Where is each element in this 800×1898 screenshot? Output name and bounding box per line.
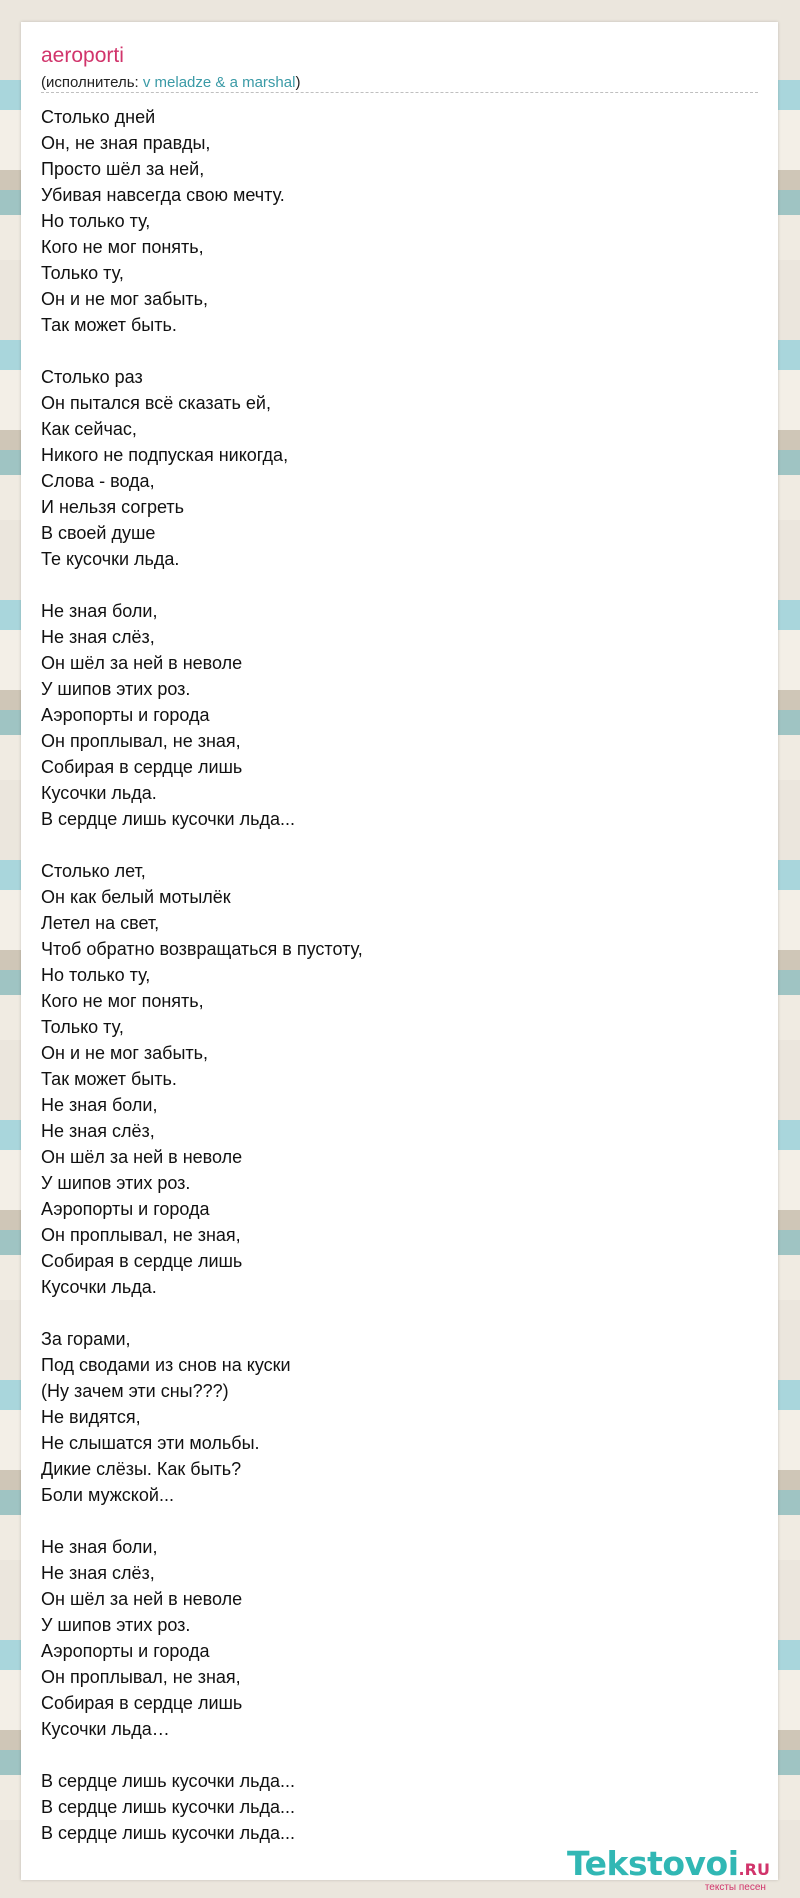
lyrics-line: Он как белый мотылёк <box>41 887 231 907</box>
lyrics-line: Не зная боли, <box>41 1537 158 1557</box>
lyrics-line: Кусочки льда… <box>41 1719 170 1739</box>
artist-suffix: ) <box>295 74 301 91</box>
artist-link[interactable]: v meladze & a marshal <box>142 74 296 91</box>
lyrics-line: Только ту, <box>41 263 124 283</box>
lyrics-line: Аэропорты и города <box>41 1199 210 1219</box>
lyrics-card <box>21 22 778 1893</box>
lyrics-line: Не зная слёз, <box>41 627 155 647</box>
lyrics-stanza <box>41 1534 741 1742</box>
lyrics-line: Боли мужской... <box>41 1485 174 1505</box>
title-divider <box>41 92 758 93</box>
lyrics-line: Просто шёл за ней, <box>41 159 205 179</box>
lyrics-stanza <box>41 1326 741 1508</box>
lyrics-line: Он шёл за ней в неволе <box>41 1147 243 1167</box>
lyrics-line: Он шёл за ней в неволе <box>41 1589 243 1609</box>
lyrics-line: Не зная слёз, <box>41 1121 155 1141</box>
lyrics-stanza <box>41 598 741 832</box>
lyrics-line: В сердце лишь кусочки льда... <box>41 1797 296 1817</box>
lyrics-line: Не зная боли, <box>41 1095 158 1115</box>
lyrics-line: Он проплывал, не зная, <box>41 1225 241 1245</box>
lyrics-body <box>41 104 741 1846</box>
lyrics-stanza <box>41 858 741 1300</box>
lyrics-line: Столько лет, <box>41 861 146 881</box>
lyrics-line: Он и не мог забыть, <box>41 1043 209 1063</box>
logo-domain: .RU <box>738 1860 770 1879</box>
lyrics-line: У шипов этих роз. <box>41 679 191 699</box>
lyrics-line: Он пытался всё сказать ей, <box>41 393 271 413</box>
lyrics-line: Но только ту, <box>41 965 151 985</box>
lyrics-line: В своей душе <box>41 523 156 543</box>
lyrics-line: Кого не мог понять, <box>41 237 204 257</box>
lyrics-line: И нельзя согреть <box>41 497 184 517</box>
lyrics-line: У шипов этих роз. <box>41 1173 191 1193</box>
lyrics-line: Не видятся, <box>41 1407 141 1427</box>
lyrics-stanza <box>41 1768 741 1846</box>
lyrics-line: Только ту, <box>41 1017 124 1037</box>
lyrics-line: Он и не мог забыть, <box>41 289 209 309</box>
lyrics-line: Чтоб обратно возвращаться в пустоту, <box>41 939 363 959</box>
lyrics-line: В сердце лишь кусочки льда... <box>41 1823 296 1843</box>
logo-wordmark: Tekstovoi <box>567 1844 739 1883</box>
lyrics-line: Но только ту, <box>41 211 151 231</box>
lyrics-line: Под сводами из снов на куски <box>41 1355 291 1375</box>
lyrics-line: Дикие слёзы. Как быть? <box>41 1459 242 1479</box>
lyrics-line: Он проплывал, не зная, <box>41 731 241 751</box>
lyrics-line: Он проплывал, не зная, <box>41 1667 241 1687</box>
lyrics-line: (Ну зачем эти сны???) <box>41 1381 229 1401</box>
lyrics-line: Те кусочки льда. <box>41 549 180 569</box>
lyrics-line: Не слышатся эти мольбы. <box>41 1433 260 1453</box>
logo-tagline: тексты песен <box>704 1882 766 1893</box>
lyrics-line: Кусочки льда. <box>41 1277 157 1297</box>
lyrics-line: Собирая в сердце лишь <box>41 757 243 777</box>
lyrics-line: Кого не мог понять, <box>41 991 204 1011</box>
lyrics-line: Никого не подпуская никогда, <box>41 445 289 465</box>
lyrics-line: Аэропорты и города <box>41 705 210 725</box>
lyrics-line: Собирая в сердце лишь <box>41 1251 243 1271</box>
artist-prefix: (исполнитель: <box>41 74 143 91</box>
lyrics-line: Как сейчас, <box>41 419 137 439</box>
lyrics-line: Аэропорты и города <box>41 1641 210 1661</box>
lyrics-line: В сердце лишь кусочки льда... <box>41 809 296 829</box>
lyrics-line: Собирая в сердце лишь <box>41 1693 243 1713</box>
artist-line <box>41 74 300 91</box>
lyrics-stanza <box>41 104 741 338</box>
lyrics-line: Не зная боли, <box>41 601 158 621</box>
lyrics-line: Кусочки льда. <box>41 783 157 803</box>
lyrics-line: За горами, <box>41 1329 131 1349</box>
lyrics-line: Не зная слёз, <box>41 1563 155 1583</box>
lyrics-line: Слова - вода, <box>41 471 155 491</box>
lyrics-line: Так может быть. <box>41 315 177 335</box>
lyrics-line: Он шёл за ней в неволе <box>41 653 243 673</box>
lyrics-line: В сердце лишь кусочки льда... <box>41 1771 296 1791</box>
lyrics-stanza <box>41 364 741 572</box>
lyrics-line: Столько раз <box>41 367 143 387</box>
lyrics-line: У шипов этих роз. <box>41 1615 191 1635</box>
site-logo[interactable] <box>567 1844 770 1893</box>
lyrics-line: Он, не зная правды, <box>41 133 211 153</box>
lyrics-line: Летел на свет, <box>41 913 160 933</box>
lyrics-line: Убивая навсегда свою мечту. <box>41 185 285 205</box>
lyrics-line: Столько дней <box>41 107 156 127</box>
lyrics-line: Так может быть. <box>41 1069 177 1089</box>
song-title: aeroporti <box>41 44 124 67</box>
